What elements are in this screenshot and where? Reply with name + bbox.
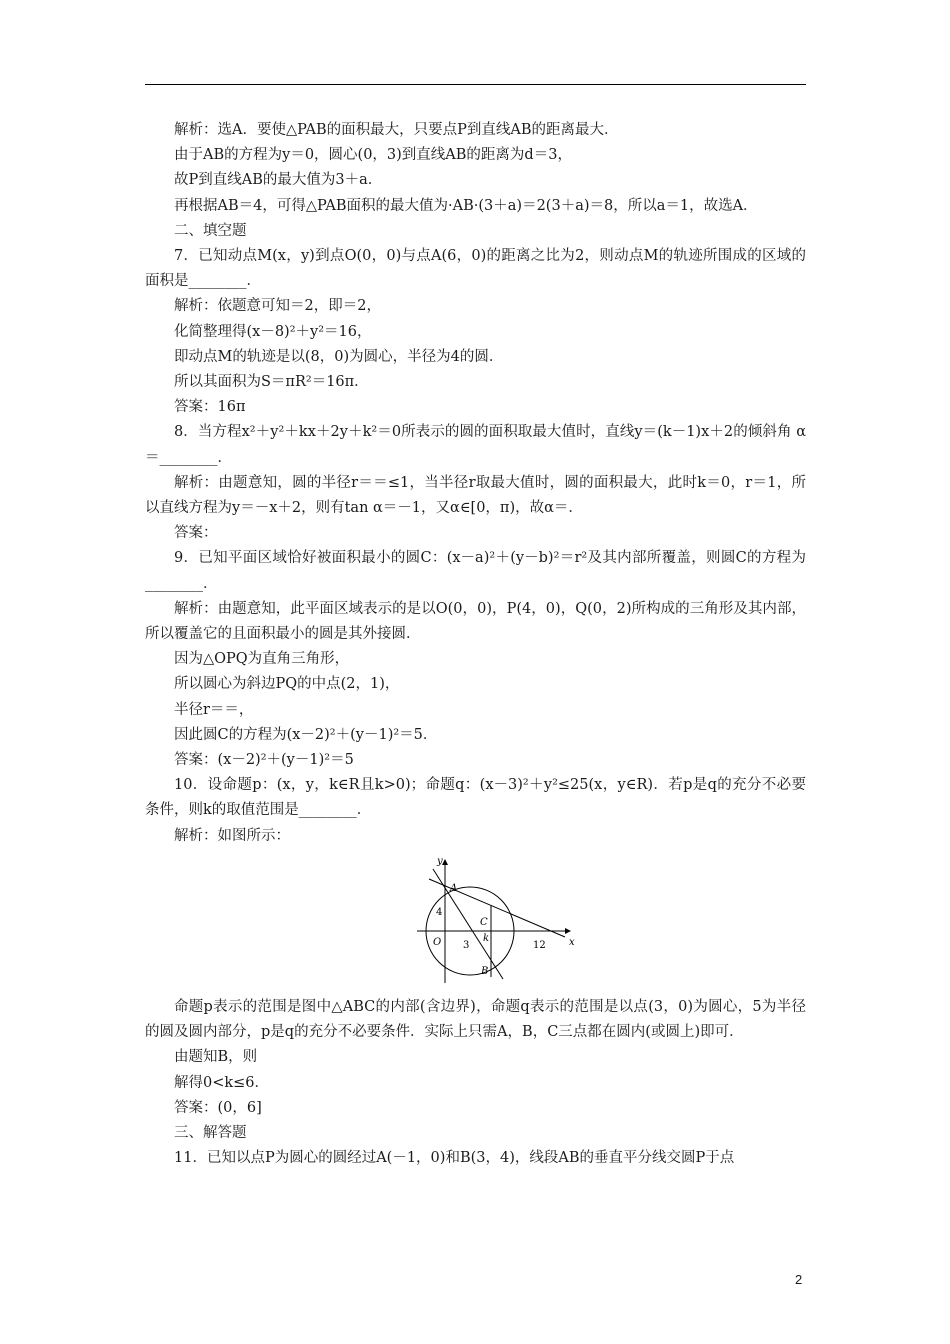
answer-8: 答案： (174, 525, 218, 542)
answer-9: 答案：(x－2)²＋(y－1)²＝5 (174, 752, 354, 769)
question-8: 8．当方程x²＋y²＋kx＋2y＋k²＝0所表示的圆的面积取最大值时，直线y＝(k－1)x＋2的倾斜角 α＝________． (145, 424, 806, 466)
label-a: A (450, 882, 458, 894)
label-c: C (480, 916, 488, 928)
text-line: 由于AB的方程为y＝0，圆心(0，3)到直线AB的距离为d＝3， (174, 147, 572, 164)
label-3: 3 (463, 939, 470, 951)
text-line: 解析：如图所示： (174, 827, 290, 844)
text-line: 命题p表示的范围是图中△ABC的内部(含边界)，命题q表示的范围是以点(3，0)为圆心，5为半径的圆及圆内部分，p是q的充分不必要条件．实际上只需A，B，C三点都在圆内(或圆上)即可． (145, 998, 806, 1041)
label-12: 12 (533, 939, 546, 951)
text-line: 解析：选A．要使△PAB的面积最大，只要点P到直线AB的距离最大． (174, 122, 619, 138)
text-line: 解析：由题意知，圆的半径r＝＝≤1，当半径r取最大值时，圆的面积最大，此时k＝0，r＝1，所以直线方程为y＝－x＋2，则有tan α＝－1，又α∈[0，π)，故α＝． (145, 474, 806, 517)
label-o: O (433, 936, 442, 948)
answer-10: 答案：(0，6] (174, 1099, 262, 1116)
question-11: 11．已知以点P为圆心的圆经过A(－1，0)和B(3，4)，线段AB的垂直平分线交圆P于点 (174, 1150, 735, 1167)
text-line: 再根据AB＝4，可得△PAB面积的最大值为·AB·(3＋a)＝2(3＋a)＝8，所以a＝1，故选A． (174, 197, 758, 214)
question-9: 9．已知平面区域恰好被面积最小的圆C：(x－a)²＋(y－b)²＝r²及其内部所覆盖，则圆C的方程为________． (145, 550, 806, 592)
label-y: y (437, 855, 443, 867)
header-rule (145, 84, 806, 85)
text-line: 因此圆C的方程为(x－2)²＋(y－1)²＝5． (174, 726, 438, 743)
question-7: 7．已知动点M(x，y)到点O(0，0)与点A(6，0)的距离之比为2，则动点M的轨迹所围成的区域的面积是________． (145, 248, 806, 290)
line-b (433, 869, 503, 979)
text-line: 故P到直线AB的最大值为3＋a． (174, 172, 383, 189)
text-line: 因为△OPQ为直角三角形， (174, 651, 350, 668)
text-line: 化简整理得(x－8)²＋y²＝16， (174, 323, 372, 340)
text-line: 解析：由题意知，此平面区域表示的是以O(0，0)，P(4，0)，Q(0，2)所构成的三角形及其内部，所以覆盖它的且面积最小的圆是其外接圆． (145, 600, 806, 643)
section-heading: 二、填空题 (174, 222, 247, 239)
y-axis-arrow (442, 859, 448, 865)
label-x: x (569, 936, 575, 948)
section-heading: 三、解答题 (174, 1124, 247, 1141)
document-body (145, 118, 806, 1171)
geometry-diagram (415, 855, 575, 987)
text-line: 由题知B，则 (174, 1049, 258, 1066)
text-line: 所以圆心为斜边PQ的中点(2，1)， (174, 676, 400, 693)
page-number: 2 (795, 1272, 803, 1287)
text-line: 解得0<k≤6． (174, 1074, 270, 1091)
label-k: k (483, 932, 490, 944)
text-line: 即动点M的轨迹是以(8，0)为圆心，半径为4的圆． (174, 348, 504, 365)
x-axis-arrow (565, 928, 571, 934)
text-line: 半径r＝＝， (174, 701, 254, 718)
text-line: 解析：依题意可知＝2，即＝2， (174, 298, 381, 315)
text-line: 所以其面积为S＝πR²＝16π． (174, 374, 369, 391)
figure (145, 855, 806, 987)
answer-7: 答案：16π (174, 399, 246, 416)
question-10: 10．设命题p：(x，y，k∈R且k>0)；命题q：(x－3)²＋y²≤25(x，y∈R)．若p是q的充分不必要条件，则k的取值范围是________． (145, 777, 806, 819)
label-4: 4 (436, 906, 443, 918)
label-b: B (481, 965, 489, 977)
